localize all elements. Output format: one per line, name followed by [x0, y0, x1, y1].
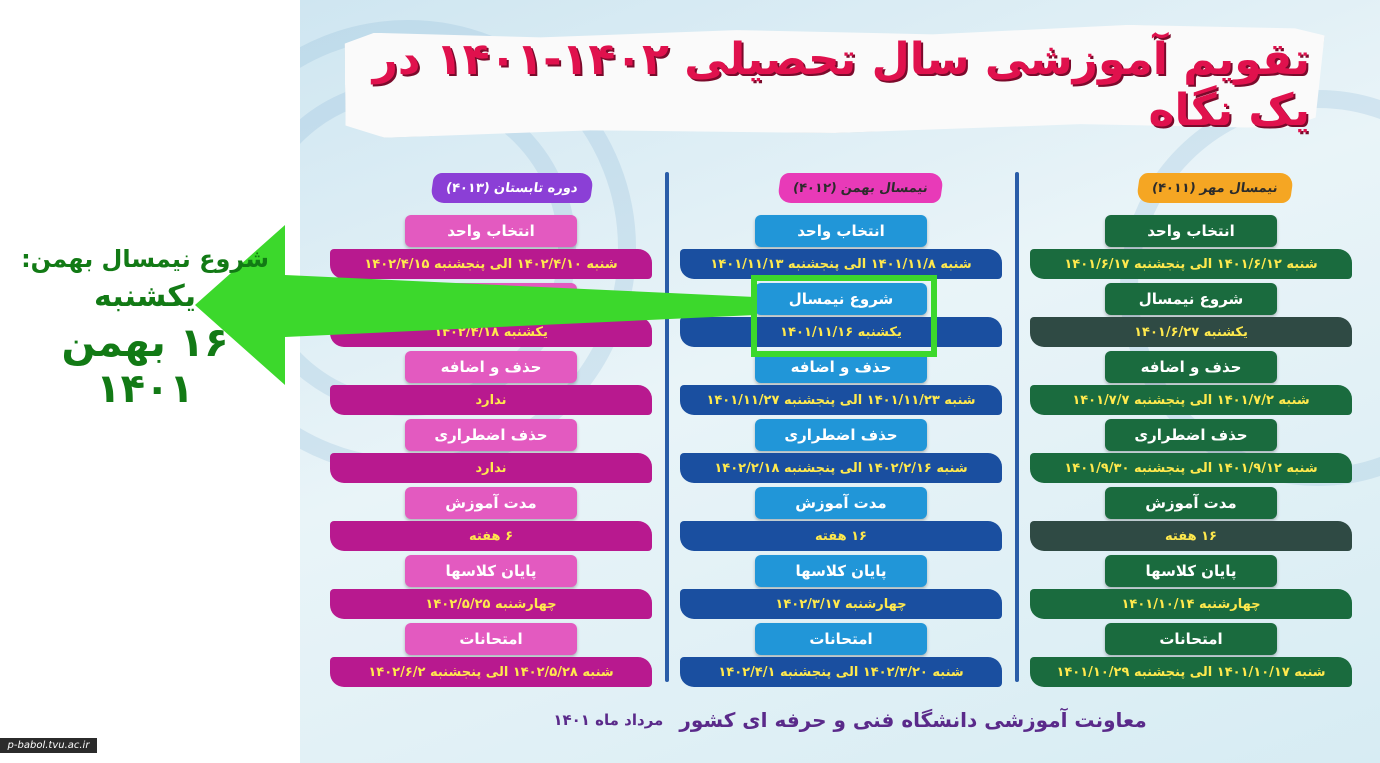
- callout-line-1: شروع نیمسال بهمن:: [21, 245, 269, 273]
- row-value: چهارشنبه ۱۴۰۱/۱۰/۱۴: [1030, 589, 1352, 619]
- row-label: شروع نیمسال: [1105, 283, 1277, 315]
- row-label: شروع نیمسال: [755, 283, 927, 315]
- row-value: یکشنبه ۱۴۰۱/۶/۲۷: [1030, 317, 1352, 347]
- row-label: حذف و اضافه: [405, 351, 577, 383]
- column-separator: [1015, 172, 1019, 682]
- row-value: ۱۶ هفته: [1030, 521, 1352, 551]
- footer-date: مرداد ماه ۱۴۰۱: [553, 711, 664, 729]
- row-value: شنبه ۱۴۰۲/۳/۲۰ الی پنجشنبه ۱۴۰۲/۴/۱: [680, 657, 1002, 687]
- callout-line-3: ۱۶ بهمن ۱۴۰۱: [61, 320, 229, 412]
- row-label: مدت آموزش: [755, 487, 927, 519]
- row-value: چهارشنبه ۱۴۰۲/۵/۲۵: [330, 589, 652, 619]
- row-label: مدت آموزش: [405, 487, 577, 519]
- row-value: ۱۶ هفته: [680, 521, 1002, 551]
- row-value: شنبه ۱۴۰۱/۱۰/۱۷ الی پنجشنبه ۱۴۰۱/۱۰/۲۹: [1030, 657, 1352, 687]
- column-mehr: [1030, 165, 1352, 685]
- row-label: امتحانات: [1105, 623, 1277, 655]
- row-label: پایان کلاسها: [405, 555, 577, 587]
- row-value: شنبه ۱۴۰۱/۷/۲ الی پنجشنبه ۱۴۰۱/۷/۷: [1030, 385, 1352, 415]
- row-value: شنبه ۱۴۰۱/۱۱/۲۳ الی پنجشنبه ۱۴۰۱/۱۱/۲۷: [680, 385, 1002, 415]
- row-value: شنبه ۱۴۰۱/۱۱/۸ الی پنجشنبه ۱۴۰۱/۱۱/۱۳: [680, 249, 1002, 279]
- row-value: شنبه ۱۴۰۲/۲/۱۶ الی پنجشنبه ۱۴۰۲/۲/۱۸: [680, 453, 1002, 483]
- row-label: انتخاب واحد: [1105, 215, 1277, 247]
- footer: [470, 700, 1230, 740]
- row-label: امتحانات: [405, 623, 577, 655]
- row-label: مدت آموزش: [1105, 487, 1277, 519]
- callout: [10, 245, 280, 412]
- row-value: یکشنبه ۱۴۰۱/۱۱/۱۶: [680, 317, 1002, 347]
- row-label: حذف و اضافه: [1105, 351, 1277, 383]
- row-label: انتخاب واحد: [405, 215, 577, 247]
- row-label: پایان کلاسها: [1105, 555, 1277, 587]
- row-value: ۶ هفته: [330, 521, 652, 551]
- row-label: حذف اضطراری: [405, 419, 577, 451]
- row-value: ندارد: [330, 385, 652, 415]
- callout-line-2: یکشنبه: [94, 279, 196, 314]
- row-label: حذف و اضافه: [755, 351, 927, 383]
- row-value: یکشنبه ۱۴۰۲/۴/۱۸: [330, 317, 652, 347]
- footer-org: معاونت آموزشی دانشگاه فنی و حرفه ای کشور: [679, 708, 1147, 732]
- semester-tag: دوره تابستان (۴۰۱۳): [430, 173, 594, 203]
- page-title: تقویم آموزشی سال تحصیلی ۱۴۰۲-۱۴۰۱ در یک نگاه: [372, 34, 1310, 136]
- row-value: چهارشنبه ۱۴۰۲/۳/۱۷: [680, 589, 1002, 619]
- row-value: شنبه ۱۴۰۲/۵/۲۸ الی پنجشنبه ۱۴۰۲/۶/۲: [330, 657, 652, 687]
- semester-tag: نیمسال بهمن (۴۰۱۲): [777, 173, 944, 203]
- row-value: شنبه ۱۴۰۱/۹/۱۲ الی پنجشنبه ۱۴۰۱/۹/۳۰: [1030, 453, 1352, 483]
- row-label: انتخاب واحد: [755, 215, 927, 247]
- row-value: شنبه ۱۴۰۱/۶/۱۲ الی پنجشنبه ۱۴۰۱/۶/۱۷: [1030, 249, 1352, 279]
- semester-tag: نیمسال مهر (۴۰۱۱): [1136, 173, 1294, 203]
- row-label: حذف اضطراری: [755, 419, 927, 451]
- highlight-box: [751, 275, 937, 357]
- row-value: ندارد: [330, 453, 652, 483]
- row-label: امتحانات: [755, 623, 927, 655]
- row-label: حذف اضطراری: [1105, 419, 1277, 451]
- row-value: شنبه ۱۴۰۲/۴/۱۰ الی پنجشنبه ۱۴۰۲/۴/۱۵: [330, 249, 652, 279]
- site-label: p-babol.tvu.ac.ir: [0, 738, 97, 753]
- row-label: پایان کلاسها: [755, 555, 927, 587]
